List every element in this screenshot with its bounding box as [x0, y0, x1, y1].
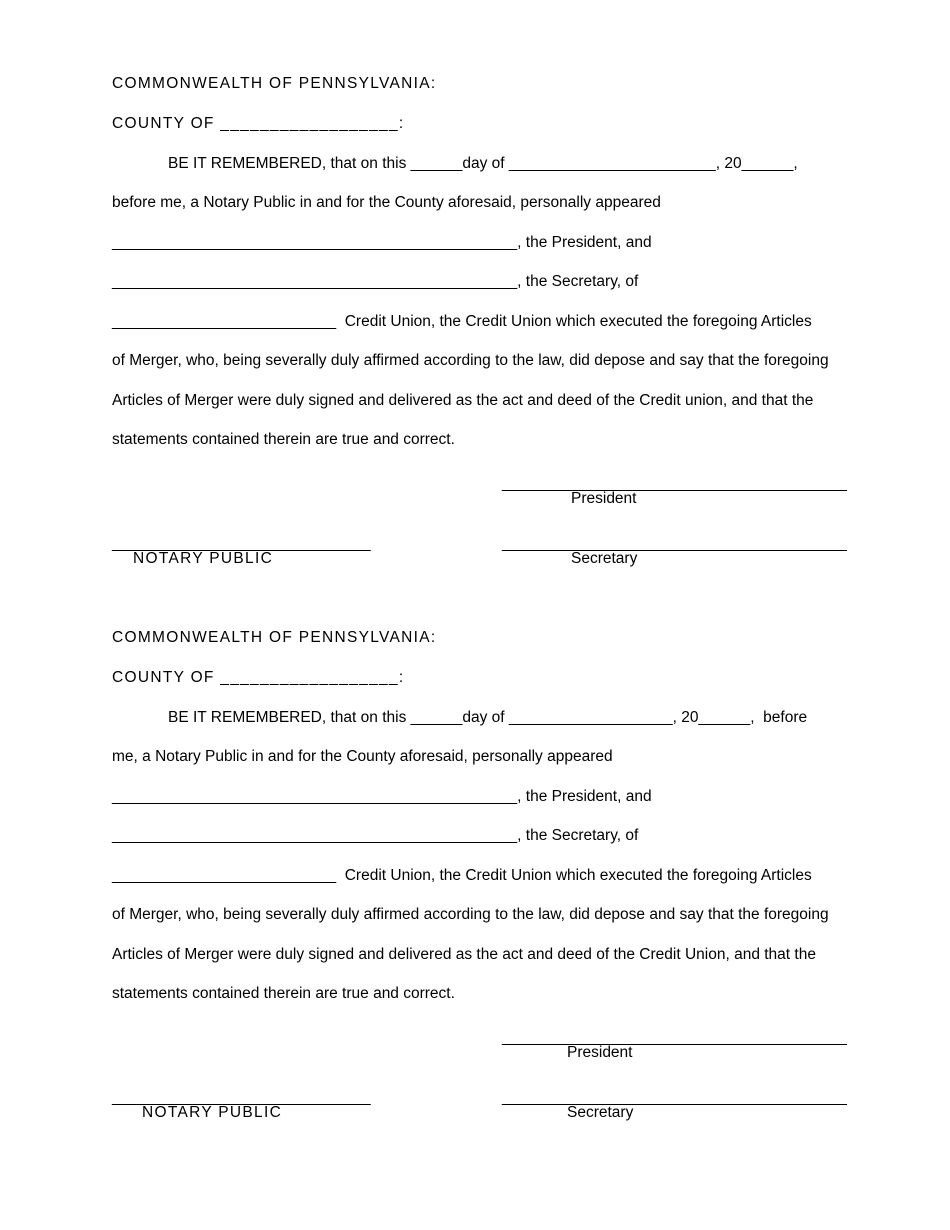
commonwealth-heading: COMMONWEALTH OF PENNSYLVANIA: [112, 75, 437, 92]
credit-union-line: __________________________ Credit Union, the Credit Union which executed the foregoing Articles [112, 867, 812, 884]
secretary-signature-line: ________________________________________ [502, 535, 847, 552]
president-name-line: _______________________________________________, the President, and [112, 234, 652, 251]
notary-signature-line: ______________________________ [112, 1089, 371, 1106]
paragraph-line: Articles of Merger were duly signed and delivered as the act and deed of the Credit Union, and that the [112, 946, 816, 963]
secretary-signature-line: ________________________________________ [502, 1089, 847, 1106]
county-line: COUNTY OF __________________: [112, 115, 405, 132]
president-label: President [567, 1044, 633, 1061]
secretary-label: Secretary [567, 1104, 634, 1121]
paragraph-line: statements contained therein are true and correct. [112, 431, 455, 448]
county-line: COUNTY OF __________________: [112, 669, 405, 686]
secretary-name-line: _______________________________________________, the Secretary, of [112, 273, 639, 290]
president-signature-line: ________________________________________ [502, 475, 847, 492]
paragraph-line: BE IT REMEMBERED, that on this ______day of ___________________, 20______, before [168, 709, 808, 726]
notary-public-label: NOTARY PUBLIC [133, 550, 274, 567]
paragraph-line: me, a Notary Public in and for the County aforesaid, personally appeared [112, 748, 613, 765]
paragraph-line: before me, a Notary Public in and for the County aforesaid, personally appeared [112, 194, 661, 211]
paragraph-line: of Merger, who, being severally duly affirmed according to the law, did depose and say that the foregoing [112, 906, 829, 923]
secretary-name-line: _______________________________________________, the Secretary, of [112, 827, 639, 844]
credit-union-line: __________________________ Credit Union, the Credit Union which executed the foregoing Articles [112, 313, 812, 330]
paragraph-line: Articles of Merger were duly signed and delivered as the act and deed of the Credit union, and that the [112, 392, 814, 409]
president-label: President [571, 490, 637, 507]
paragraph-line: statements contained therein are true and correct. [112, 985, 455, 1002]
president-signature-line: ________________________________________ [502, 1029, 847, 1046]
paragraph-line: BE IT REMEMBERED, that on this ______day of ________________________, 20______, [168, 155, 798, 172]
commonwealth-heading: COMMONWEALTH OF PENNSYLVANIA: [112, 629, 437, 646]
secretary-label: Secretary [571, 550, 638, 567]
notary-signature-line: ______________________________ [112, 535, 371, 552]
president-name-line: _______________________________________________, the President, and [112, 788, 652, 805]
notary-public-label: NOTARY PUBLIC [142, 1104, 283, 1121]
paragraph-line: of Merger, who, being severally duly affirmed according to the law, did depose and say that the foregoing [112, 352, 829, 369]
